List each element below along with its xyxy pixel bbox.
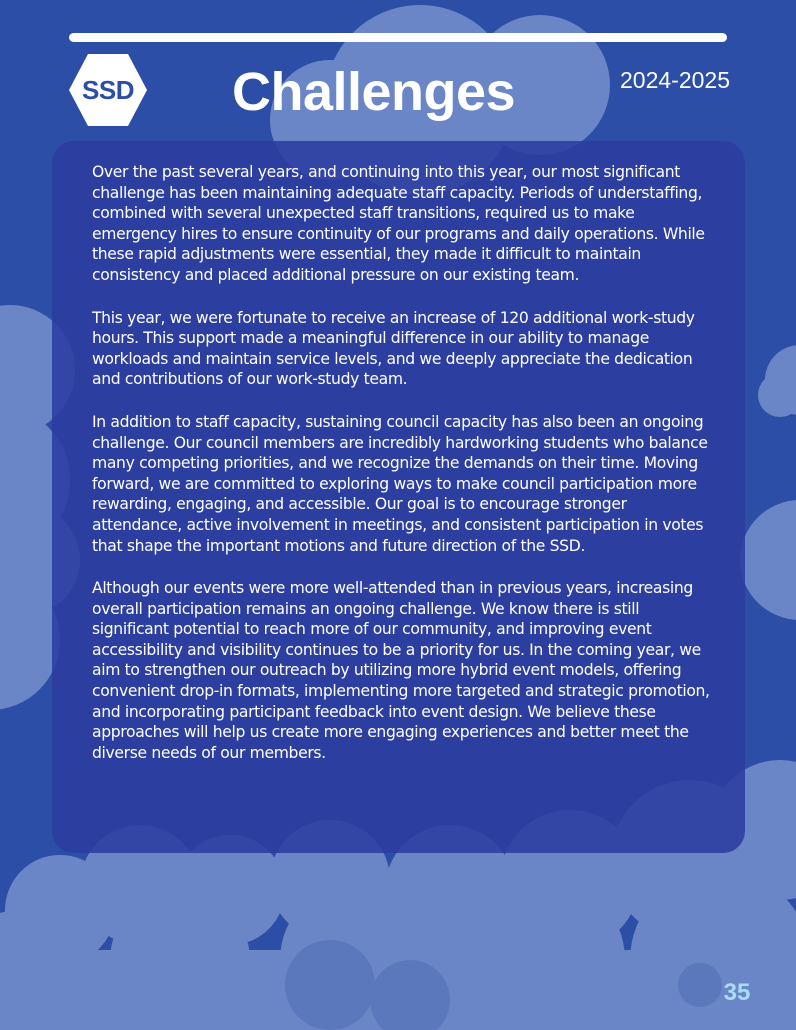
page-title: Challenges — [232, 62, 516, 122]
paragraph-work-study: This year, we were fortunate to receive an increase of 120 additional work-study hours. This support made a meaningful difference in our ability to manage workloads and maintain service levels, and we deeply appreciate the dedication and contributions of our work-study team. — [92, 308, 695, 389]
paragraph-council-capacity: In addition to staff capacity, sustaining council capacity has also been an ongoing challenge. Our council members are incredibly hardworking students who balance many competing priorities, and we recognize the demands on their time. Moving forward, we are committed to exploring ways to make council participation more rewarding, engaging, and accessible. Our goal is to encourage stronger attendance, active involvement in meetings, and consistent participation in votes that shape the important motions and future direction of the SSD. — [92, 412, 708, 555]
top-divider — [69, 33, 727, 42]
paragraph-staff-capacity: Over the past several years, and continuing into this year, our most significant challenge has been maintaining adequate staff capacity. Periods of understaffing, combined with several unexpected staff transitions, required us to make emergency hires to ensure continuity of our programs and daily operations. While these rapid adjustments were essential, they made it difficult to maintain consistency and placed additional pressure on our existing team. — [92, 163, 705, 284]
logo-text: SSD — [82, 74, 134, 105]
paragraph-event-participation: Although our events were more well-attended than in previous years, increasing overall participation remains an ongoing challenge. We know there is still significant potential to reach more of our community, and improving event accessibility and visibility continues to be a priority for us. In the coming year, we aim to strengthen our outreach by utilizing more hybrid event models, offering convenient drop-in formats, implementing more targeted and strategic promotion, and incorporating participant feedback into event design. We believe these approaches will help us create more engaging experiences and better meet the diverse needs of our members. — [92, 579, 710, 762]
report-year: 2024-2025 — [620, 67, 730, 93]
body-text — [92, 162, 714, 785]
page-number: 35 — [723, 979, 751, 1006]
